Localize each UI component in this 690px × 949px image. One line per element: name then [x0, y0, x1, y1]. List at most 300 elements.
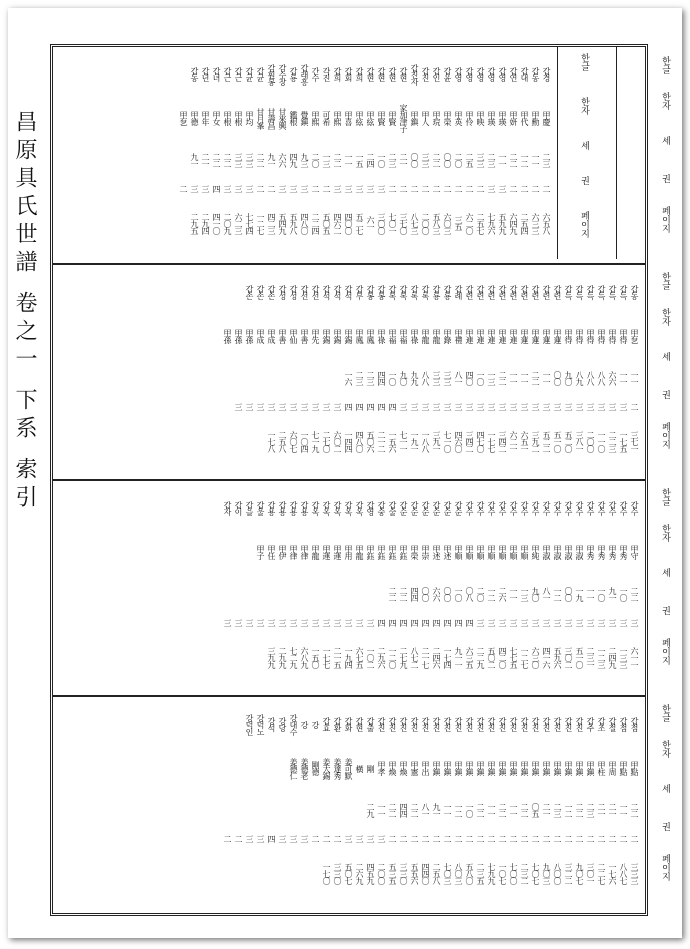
entry-vol: 二 [256, 184, 265, 192]
entry-page: 一二三 [597, 646, 606, 668]
entry-hanja: 甲點 [630, 761, 639, 775]
entry-vol: 二 [322, 184, 331, 192]
entry-vol: 三 [520, 618, 529, 626]
entry-hanja: 甲乭 [630, 329, 639, 343]
entry-hanja: 甲錫 [344, 329, 353, 343]
side-label-volume: 권 [660, 390, 670, 399]
side-label-hanja: 한자 [660, 308, 670, 326]
entry-hanja: 甲福 [388, 329, 397, 343]
entry-page: 六三五 [465, 646, 474, 668]
entry-hangul: 갑숭 [377, 501, 386, 515]
entry-vol: 三 [267, 402, 276, 410]
entry-page: 三〇〇 [377, 212, 386, 234]
band2-page-row [265, 419, 639, 463]
entry-hangul: 갑용 [300, 501, 309, 515]
entry-vol: 三 [366, 834, 375, 842]
entry-hanja: 甲順 [520, 545, 529, 559]
entry-hanja: 甲順 [454, 545, 463, 559]
band4-gen-row [364, 795, 639, 825]
entry-hanja: 甲祿 [410, 329, 419, 343]
entry-gen: 三三 [443, 371, 452, 385]
entry-hanja: 甲淑 [575, 545, 584, 559]
entry-hanja: 甲鈺 [399, 545, 408, 559]
side-label-hangul: 한글 [660, 704, 670, 722]
entry-hanja: 剛德 [311, 761, 320, 775]
entry-hanja: 甲鳳 [366, 329, 375, 343]
entry-hangul: 갑용 [289, 501, 298, 515]
entry-vol: 三 [564, 402, 573, 410]
band4-vol-row [221, 831, 639, 845]
entry-page: 二二三 [608, 430, 617, 452]
entry-hangul: 갑성 [278, 285, 287, 299]
entry-hangul: 감수창 [278, 63, 287, 85]
side-labels-band-3 [646, 488, 686, 700]
entry-hanja: 甲熙 [311, 111, 320, 125]
entry-hanja: 甲祿 [377, 329, 386, 343]
entry-hangul: 갑석 [322, 285, 331, 299]
entry-page: 三九九 [267, 646, 276, 668]
entry-hanja: 甲子 [256, 545, 265, 559]
entry-hangul: 갑수 [608, 501, 617, 515]
entry-hanja: 甲龍 [311, 545, 320, 559]
entry-hangul: 갑희 [333, 67, 342, 81]
entry-gen: 二二 [256, 153, 265, 167]
entry-gen: 一一 [509, 587, 518, 601]
band2-gen-row [342, 363, 639, 393]
side-label-page: 페이지 [660, 854, 670, 881]
entry-vol: 二 [597, 834, 606, 842]
entry-page: 五五六 [410, 862, 419, 884]
entry-hanja: 甲先 [311, 329, 320, 343]
entry-vol: 三 [190, 184, 199, 192]
entry-hanja: 甲律 [300, 545, 309, 559]
entry-vol: 四 [432, 618, 441, 626]
entry-vol: 三 [597, 618, 606, 626]
entry-hanja: 甲鈺 [377, 545, 386, 559]
entry-vol: 三 [300, 618, 309, 626]
entry-page: 二四六 [432, 646, 441, 668]
entry-hangul: 강덕노 [256, 713, 265, 735]
entry-page: 九〇七 [575, 862, 584, 884]
entry-vol: 二 [421, 834, 430, 842]
entry-page: 三五 [454, 216, 463, 230]
entry-hanja: 甲瑛 [498, 111, 507, 125]
entry-hangul: 갑근 [223, 67, 232, 81]
entry-hanja: 甲琓 [432, 111, 441, 125]
entry-gen: 一〇 [454, 587, 463, 601]
entry-hanja: 甲鎮 [410, 111, 419, 125]
header-page: 페이지 [579, 211, 589, 238]
entry-hangul: 갑득 [586, 285, 595, 299]
entry-hanja: 甲成 [267, 329, 276, 343]
entry-page: 二一七 [421, 646, 430, 668]
entry-hanja: 甲福 [399, 329, 408, 343]
entry-hangul: 강당 [278, 717, 287, 731]
band3-gen-row [386, 579, 639, 609]
entry-gen: 二二 [498, 371, 507, 385]
entry-hanja: 甲賢 [377, 111, 386, 125]
entry-vol: 四 [355, 402, 364, 410]
entry-vol: 三 [333, 184, 342, 192]
entry-hangul: 갑손 [245, 285, 254, 299]
entry-page: 七七四 [245, 212, 254, 234]
entry-hangul: 갑련 [542, 285, 551, 299]
entry-page: 六三〇 [531, 646, 540, 668]
entry-page: 五〇五 [322, 212, 331, 234]
entry-vol: 二 [465, 834, 474, 842]
entry-hanja: 甲鎭 [542, 761, 551, 775]
entry-page: 三七一 [630, 430, 639, 452]
entry-gen: 〇五 [531, 803, 540, 817]
entry-hangul: 갑진 [487, 717, 496, 731]
entry-hanja: 甲妍 [509, 111, 518, 125]
entry-vol: 三 [476, 618, 485, 626]
entry-hangul: 갑수 [553, 501, 562, 515]
entry-hangul: 갑진 [465, 717, 474, 731]
entry-gen: 一二 [520, 153, 529, 167]
entry-hangul: 갑수 [531, 501, 540, 515]
entry-page: 八八七 [619, 862, 628, 884]
band4-page-row [320, 851, 639, 895]
entry-hangul: 갑자 [223, 501, 232, 515]
entry-hanja: 甲善 [300, 329, 309, 343]
entry-hanja: 甲得 [564, 329, 573, 343]
band4-hanja-row [287, 747, 639, 789]
entry-vol: 二 [630, 402, 639, 410]
entry-hangul: 갑진자 [410, 63, 419, 85]
entry-gen: 八一 [421, 803, 430, 817]
entry-hanja: 甲順 [509, 545, 518, 559]
entry-vol: 三 [432, 402, 441, 410]
entry-gen: 二二 [410, 803, 419, 817]
entry-hangul: 갑영 [366, 501, 375, 515]
entry-gen: 四四 [377, 371, 386, 385]
entry-page: 四七〇 [476, 430, 485, 452]
entry-gen: 〇〇 [564, 587, 573, 601]
entry-vol: 三 [278, 834, 287, 842]
side-label-page: 페이지 [660, 638, 670, 665]
entry-hangul: 갑수 [520, 501, 529, 515]
entry-hanja: 甲絃 [355, 111, 364, 125]
entry-hangul: 갑수 [476, 501, 485, 515]
entry-page: 四一〇 [212, 212, 221, 234]
band3-hangul-row [221, 489, 639, 527]
side-label-volume: 권 [660, 174, 670, 183]
entry-gen: 三三 [476, 153, 485, 167]
entry-gen: 八九 [575, 371, 584, 385]
entry-gen: 二二 [388, 587, 397, 601]
entry-vol: 二 [476, 834, 485, 842]
entry-hangul: 갑수 [575, 501, 584, 515]
entry-hangul: 갑균 [245, 67, 254, 81]
header-volume: 권 [579, 176, 589, 185]
side-label-generation: 세 [660, 352, 670, 361]
entry-hangul: 갑수 [509, 501, 518, 515]
entry-hangul: 갑출 [366, 717, 375, 731]
entry-page: 五〇二 [487, 646, 496, 668]
entry-hangul: 갑현 [388, 67, 397, 81]
entry-hanja: 甲龍 [355, 545, 364, 559]
entry-page: 八七三 [410, 212, 419, 234]
entry-page: 一八八 [421, 430, 430, 452]
entry-gen: 二二 [520, 803, 529, 817]
entry-page: 三九一 [432, 430, 441, 452]
entry-hanja: 甲鎭 [531, 761, 540, 775]
entry-vol: 四 [399, 618, 408, 626]
entry-hangul: 갑손 [256, 285, 265, 299]
entry-gen: 二二 [630, 587, 639, 601]
entry-page: 二一五 [333, 646, 342, 668]
entry-vol: 三 [300, 184, 309, 192]
entry-page: 六〇三 [443, 212, 452, 234]
band1-page-row [188, 201, 551, 245]
entry-hanja: 甲鎭 [564, 761, 573, 775]
entry-hangul: 갑진 [399, 717, 408, 731]
entry-gen: 三三 [245, 153, 254, 167]
entry-hangul: 갑회 [344, 67, 353, 81]
entry-hangul: 갑연 [509, 67, 518, 81]
entry-hangul: 갑석 [333, 285, 342, 299]
index-band-2 [53, 263, 645, 479]
entry-gen: 二二 [399, 587, 408, 601]
entry-vol: 三 [564, 618, 573, 626]
entry-hangul: 갑련 [531, 285, 540, 299]
entry-vol: 三 [399, 402, 408, 410]
entry-hanja: 甲運 [333, 545, 342, 559]
entry-hanja: 甲順 [476, 545, 485, 559]
entry-hangul: 갑을 [245, 501, 254, 515]
entry-gen: 二二 [476, 803, 485, 817]
entry-page: 二七〇 [322, 430, 331, 452]
entry-vol: 四 [366, 402, 375, 410]
entry-vol: 三 [322, 618, 331, 626]
entry-gen: 一一 [630, 371, 639, 385]
entry-gen: 二三 [553, 803, 562, 817]
entry-gen: 二〇 [476, 587, 485, 601]
entry-hanja: 甲淑 [564, 545, 573, 559]
entry-vol: 三 [256, 834, 265, 842]
entry-vol: 三 [575, 618, 584, 626]
entry-hangul: 갑진 [377, 717, 386, 731]
entry-page: 二二四 [311, 212, 320, 234]
entry-gen: 四四 [410, 587, 419, 601]
side-label-generation: 세 [660, 136, 670, 145]
entry-hanja: 甲蓮 [553, 329, 562, 343]
entry-vol: 二 [443, 834, 452, 842]
entry-page: 一一〇 [597, 430, 606, 452]
entry-vol: 三 [289, 834, 298, 842]
entry-hanja: 甲述 [432, 545, 441, 559]
entry-hanja: 甲鎭 [443, 761, 452, 775]
entry-vol: 三 [223, 618, 232, 626]
entry-hanja: 甲賢 [388, 111, 397, 125]
entry-hangul: 갑득 [564, 285, 573, 299]
entry-page: 七九九 [487, 862, 496, 884]
entry-hanja: 甲女 [212, 111, 221, 125]
entry-gen: 四〇 [465, 371, 474, 385]
entry-page: 四八〇 [355, 430, 364, 452]
entry-vol: 二 [311, 184, 320, 192]
entry-hangul: 갑련 [498, 285, 507, 299]
entry-gen: 六六 [432, 587, 441, 601]
side-label-volume: 권 [660, 606, 670, 615]
entry-page: 五九六 [553, 646, 562, 668]
entry-gen: 二一 [597, 803, 606, 817]
entry-gen: 八八 [586, 371, 595, 385]
entry-hangul: 갑순 [421, 501, 430, 515]
entry-gen: 二五 [465, 153, 474, 167]
entry-page: 六〇七 [289, 430, 298, 452]
entry-hanja: 甲德 [190, 111, 199, 125]
entry-vol: 三 [256, 618, 265, 626]
entry-hangul: 갑울 [256, 501, 265, 515]
entry-page: 七〇三 [443, 862, 452, 884]
entry-vol: 二 [432, 834, 441, 842]
entry-hanja: 甲鈺 [366, 545, 375, 559]
entry-hanja: 甲年 [201, 111, 210, 125]
entry-hanja: 甲鈺 [388, 545, 397, 559]
entry-page: 一七〇 [322, 862, 331, 884]
entry-gen: 〇〇 [421, 587, 430, 601]
entry-gen: 一六 [344, 371, 353, 385]
entry-hanja: 甲伊 [278, 545, 287, 559]
entry-hanja: 甲龍 [421, 329, 430, 343]
entry-page: 六五八 [542, 212, 551, 234]
entry-hangul: 갑영 [465, 67, 474, 81]
entry-gen: 四四 [399, 803, 408, 817]
entry-vol: 二 [399, 834, 408, 842]
entry-hangul: 강 [300, 720, 309, 728]
entry-vol: 三 [619, 402, 628, 410]
entry-gen: 一一 [531, 153, 540, 167]
entry-hanja: 甲得 [597, 329, 606, 343]
entry-hanja: 甲秀 [619, 545, 628, 559]
entry-gen: 一三 [487, 371, 496, 385]
entry-hangul: 갑인 [432, 67, 441, 81]
entry-page: 二五四 [520, 212, 529, 234]
entry-hanja: 甘月峯 [256, 107, 265, 129]
entry-page: 八七二 [410, 646, 419, 668]
entry-vol: 三 [355, 834, 364, 842]
entry-hangul: 갑수 [630, 501, 639, 515]
entry-vol: 三 [300, 402, 309, 410]
entry-hanja: 甲龍 [432, 329, 441, 343]
entry-hanja: 甲秀 [597, 545, 606, 559]
entry-gen: 二二 [333, 153, 342, 167]
entry-gen: 一一 [498, 153, 507, 167]
entry-page: 三四二 [498, 430, 507, 452]
entry-hanja: 甲憲 [410, 761, 419, 775]
entry-page: 四八〇 [300, 212, 309, 234]
entry-page: 二二七 [597, 862, 606, 884]
entry-page: 二三五 [476, 862, 485, 884]
entry-page: 二四九 [608, 646, 617, 668]
entry-hangul: 갑룡 [289, 67, 298, 81]
entry-page: 四四〇 [421, 862, 430, 884]
entry-hangul: 갑옥 [311, 501, 320, 515]
entry-page: 五八〇 [465, 862, 474, 884]
entry-hangul: 갑성 [289, 285, 298, 299]
entry-vol: 二 [267, 184, 276, 192]
entry-vol: 三 [498, 184, 507, 192]
entry-gen: 九一 [432, 803, 441, 817]
entry-page: 九一一 [454, 646, 463, 668]
entry-gen: 二一 [608, 803, 617, 817]
entry-vol: 四 [421, 618, 430, 626]
entry-hangul: 갑순 [410, 501, 419, 515]
entry-page: 八〇〇 [553, 862, 562, 884]
entry-page: 二〇〇 [377, 862, 386, 884]
entry-page: 一七七 [322, 646, 331, 668]
entry-page: 七〇七 [531, 862, 540, 884]
entry-gen: 一一 [586, 587, 595, 601]
entry-hangul: 갑선 [311, 285, 320, 299]
entry-vol: 三 [553, 402, 562, 410]
entry-vol: 三 [498, 402, 507, 410]
band4-hangul-row [243, 705, 639, 743]
entry-page: 四六二 [333, 212, 342, 234]
entry-hangul: 강대수 [289, 713, 298, 735]
entry-hangul: 갑복 [399, 285, 408, 299]
header-hanja: 한자 [579, 97, 589, 115]
entry-page: 一〇二 [366, 646, 375, 668]
side-labels-band-2 [646, 272, 686, 484]
entry-hangul: 갑수 [564, 501, 573, 515]
entry-vol: 三 [256, 402, 265, 410]
entry-vol: 二 [311, 834, 320, 842]
band1-hanja-row [177, 97, 551, 139]
entry-gen: 二三 [542, 153, 551, 167]
entry-hangul: 갑수 [487, 501, 496, 515]
entry-gen: 一〇 [377, 153, 386, 167]
entry-gen: 一五 [355, 153, 364, 167]
side-label-hangul: 한글 [660, 56, 670, 74]
entry-hangul: 갑봉 [366, 285, 375, 299]
entry-vol: 三 [520, 402, 529, 410]
entry-page: 二〇〇 [421, 212, 430, 234]
entry-hangul: 갑영 [498, 67, 507, 81]
entry-vol: 三 [575, 402, 584, 410]
header-column [557, 47, 617, 259]
entry-vol: 三 [630, 618, 639, 626]
entry-gen: 一〇 [476, 371, 485, 385]
entry-vol: 三 [421, 402, 430, 410]
entry-vol: 三 [245, 834, 254, 842]
entry-page: 六四九 [509, 212, 518, 234]
entry-hanja: 甲錫 [333, 329, 342, 343]
entry-hanja: 甲周 [608, 761, 617, 775]
entry-page: 一二七 [520, 646, 529, 668]
entry-vol: 三 [509, 402, 518, 410]
entry-vol: 三 [410, 402, 419, 410]
entry-gen: 一二 [454, 803, 463, 817]
entry-hanja: 甲煥 [388, 761, 397, 775]
entry-vol: 二 [179, 184, 188, 192]
entry-page: 四五九 [366, 862, 375, 884]
entry-hangul: 갑석 [344, 285, 353, 299]
entry-hanja: 甲熙 [333, 111, 342, 125]
entry-hangul: 갑수 [498, 501, 507, 515]
entry-page: 二三一 [586, 646, 595, 668]
entry-gen: 八八 [421, 371, 430, 385]
entry-page: 二九四 [201, 212, 210, 234]
entry-vol: 三 [245, 618, 254, 626]
entry-hanja: 甲根 [223, 111, 232, 125]
entry-hanja: 甲鳳 [355, 329, 364, 343]
side-column-labels [646, 44, 686, 910]
entry-page: 七〇一 [388, 212, 397, 234]
entry-hanja: 甲均 [245, 111, 254, 125]
